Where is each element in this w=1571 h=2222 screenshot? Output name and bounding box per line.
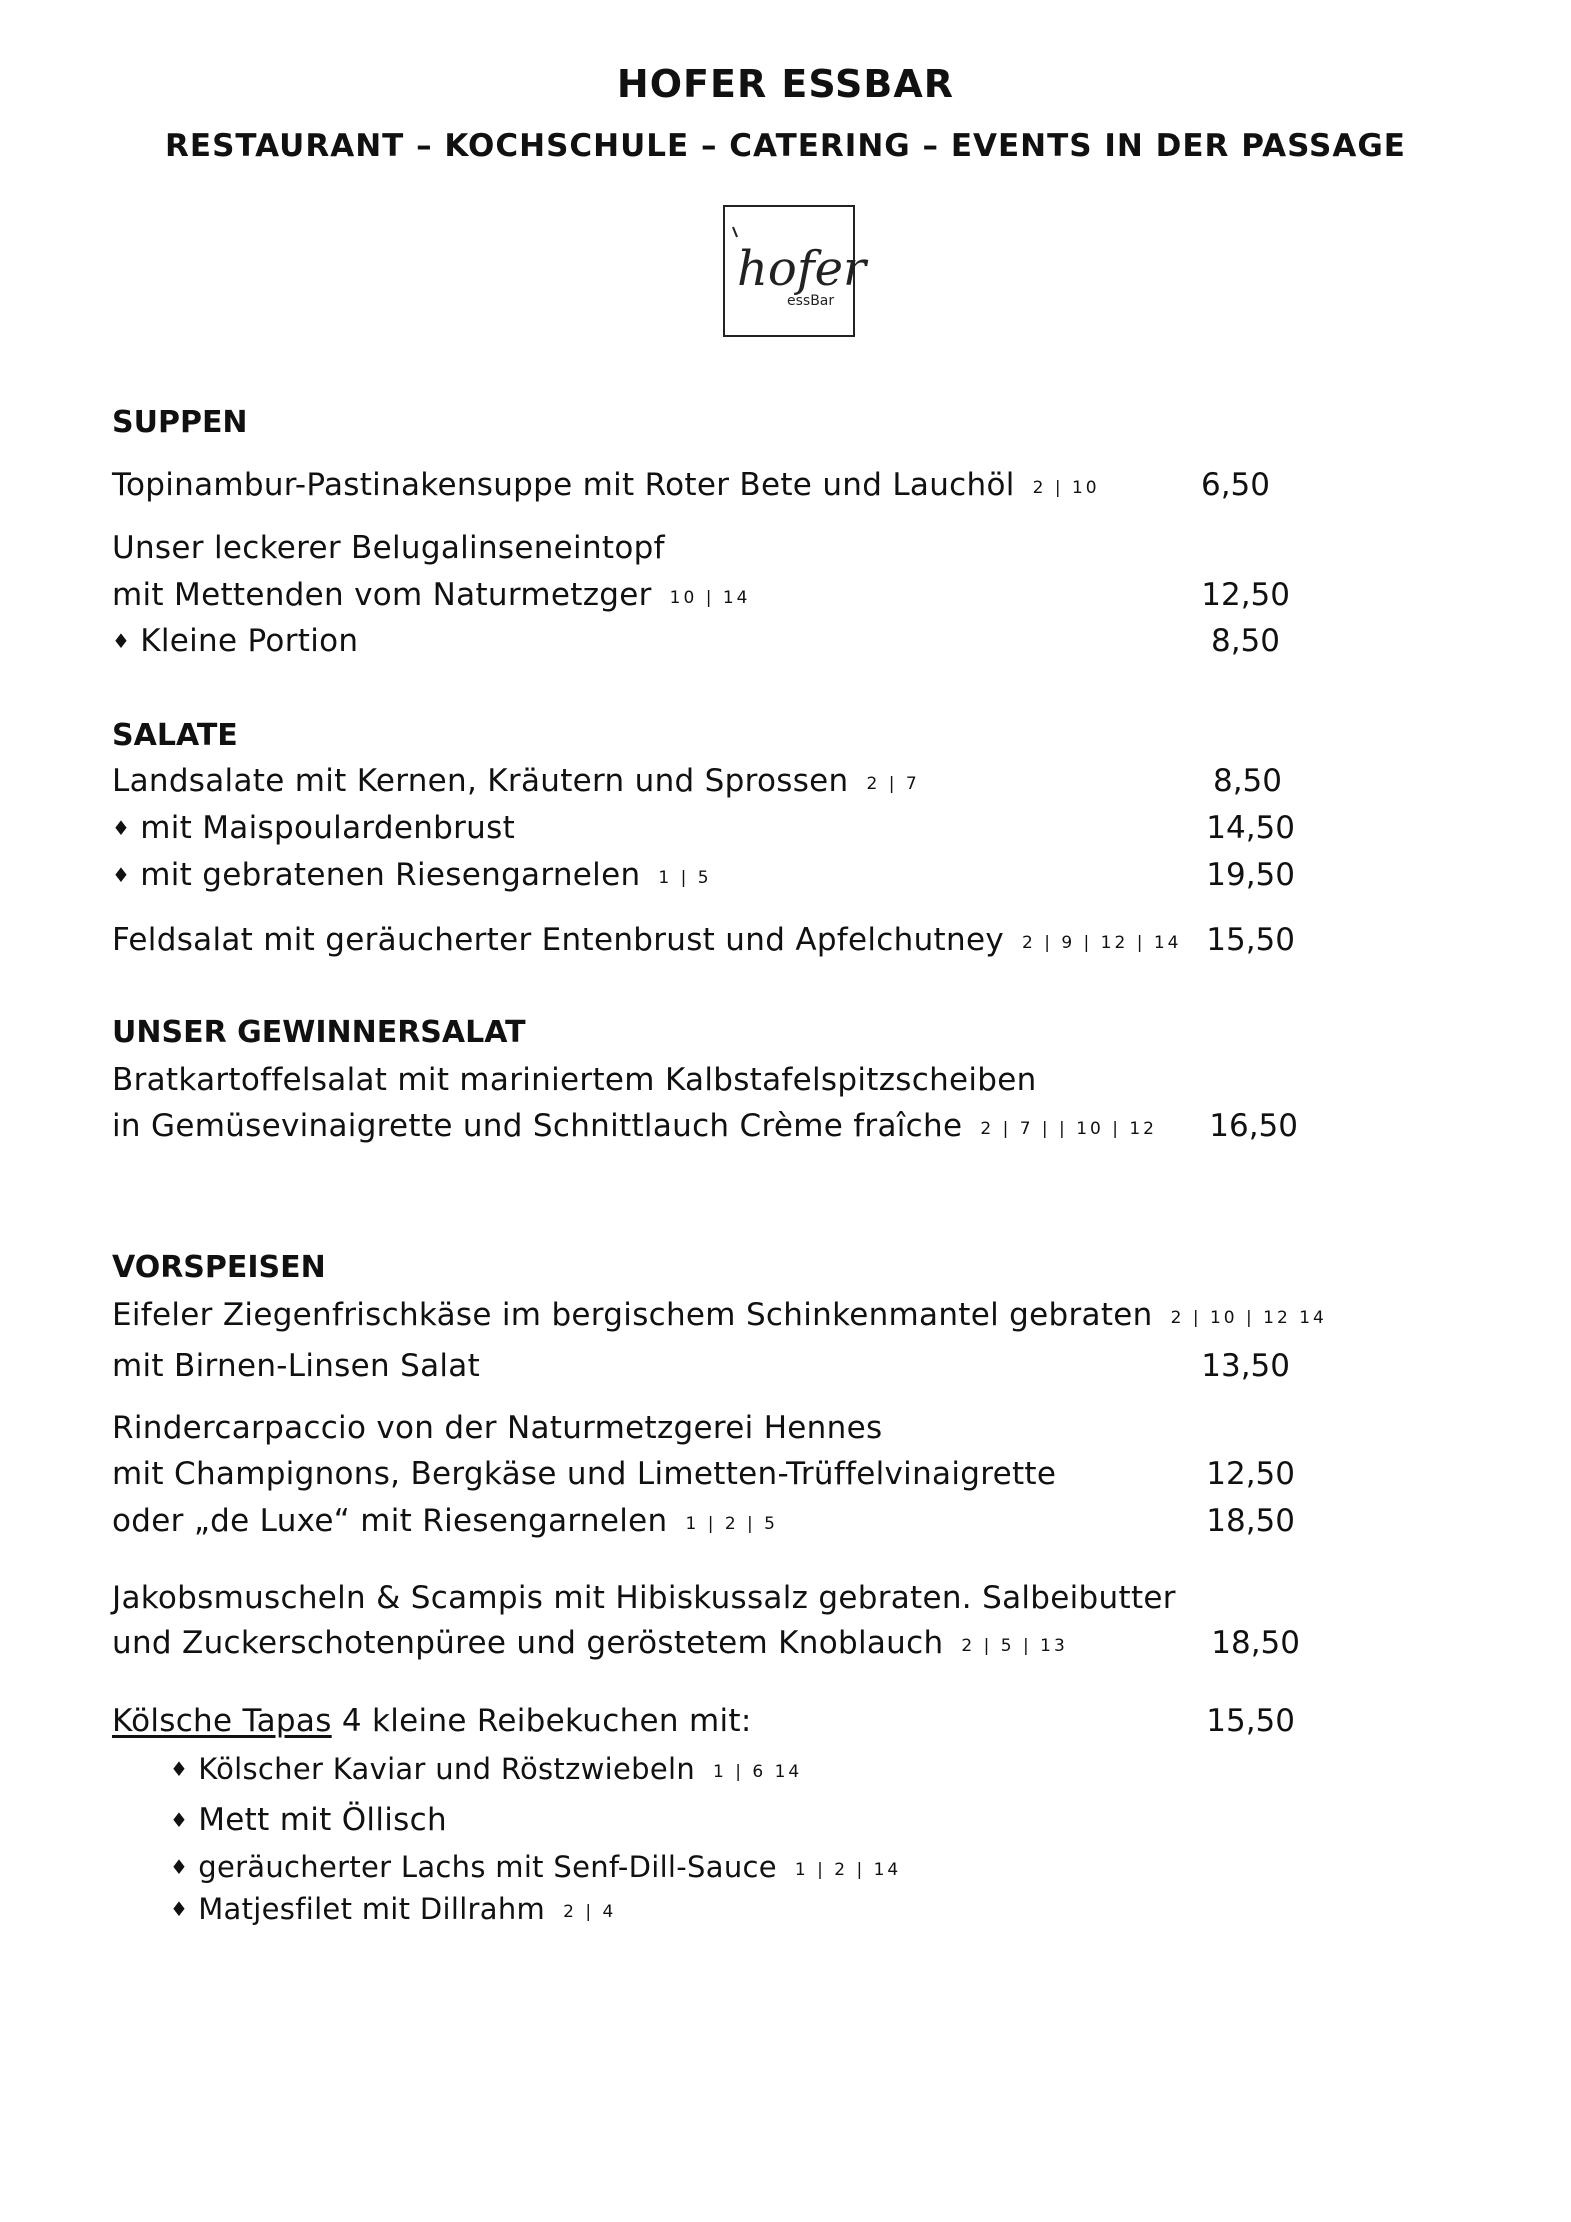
- item-price: 15,50: [1206, 1703, 1295, 1739]
- tapas-name: Kölsche Tapas: [112, 1703, 332, 1739]
- section-heading-gewinnersalat: UNSER GEWINNERSALAT: [112, 1015, 526, 1050]
- allergen-codes: 10 | 14: [669, 588, 751, 608]
- item-price: 14,50: [1206, 810, 1295, 846]
- diamond-bullet-icon: ♦: [170, 1897, 189, 1921]
- item-text: Kölscher Kaviar und Röstzwiebeln: [198, 1752, 696, 1786]
- section-heading-vorspeisen: VORSPEISEN: [112, 1250, 326, 1285]
- allergen-codes: 2 | 4: [563, 1902, 617, 1922]
- list-item: [170, 1892, 616, 1926]
- menu-item: [112, 577, 750, 613]
- item-text: Kleine Portion: [140, 623, 359, 659]
- menu-item: [112, 467, 1100, 503]
- menu-item: Jakobsmuscheln & Scampis mit Hibiskussalz gebraten. Salbeibutter: [112, 1580, 1176, 1616]
- allergen-codes: 1 | 5: [658, 868, 712, 888]
- menu-item: Bratkartoffelsalat mit mariniertem Kalbstafelspitzscheiben: [112, 1062, 1037, 1098]
- svg-text:hofer: hofer: [737, 241, 866, 297]
- item-price: 18,50: [1206, 1503, 1295, 1539]
- item-price: 16,50: [1209, 1108, 1298, 1144]
- list-item: [170, 1802, 447, 1838]
- item-text: Mett mit Öllisch: [198, 1802, 447, 1838]
- item-price: 8,50: [1212, 763, 1282, 799]
- item-text: mit gebratenen Riesengarnelen: [140, 857, 641, 893]
- logo-mark-icon: [725, 207, 866, 335]
- item-price: 6,50: [1200, 467, 1270, 503]
- allergen-codes: 2 | 10 | 12 14: [1170, 1308, 1327, 1328]
- hofer-logo: [723, 205, 866, 337]
- item-text: in Gemüsevinaigrette und Schnittlauch Crème fraîche: [112, 1108, 963, 1144]
- item-price: 12,50: [1206, 1456, 1295, 1492]
- item-text: und Zuckerschotenpüree und geröstetem Knoblauch: [112, 1625, 944, 1661]
- allergen-codes: 2 | 5 | 13: [961, 1636, 1068, 1656]
- allergen-codes: 1 | 2 | 14: [794, 1860, 902, 1880]
- item-text: Topinambur-Pastinakensuppe mit Roter Bete und Lauchöl: [112, 467, 1015, 503]
- item-price: 12,50: [1201, 577, 1290, 613]
- list-item: [170, 1752, 802, 1786]
- item-text: oder „de Luxe“ mit Riesengarnelen: [112, 1503, 668, 1539]
- menu-item: [112, 1108, 1157, 1144]
- allergen-codes: 2 | 7: [866, 774, 920, 794]
- item-text: Matjesfilet mit Dillrahm: [198, 1892, 546, 1926]
- section-heading-suppen: SUPPEN: [112, 405, 248, 440]
- item-text: mit Maispoulardenbrust: [140, 810, 516, 846]
- diamond-bullet-icon: ♦: [170, 1855, 189, 1879]
- diamond-bullet-icon: ♦: [112, 629, 131, 653]
- allergen-codes: 2 | 9 | 12 | 14: [1021, 933, 1182, 953]
- restaurant-subtitle: RESTAURANT – KOCHSCHULE – CATERING – EVENTS IN DER PASSAGE: [165, 128, 1406, 164]
- diamond-bullet-icon: ♦: [170, 1808, 189, 1832]
- svg-text:essBar: essBar: [787, 293, 835, 309]
- item-text: mit Mettenden vom Naturmetzger: [112, 577, 652, 613]
- allergen-codes: 1 | 2 | 5: [685, 1514, 779, 1534]
- menu-item: [112, 1297, 1327, 1333]
- allergen-codes: 2 | 7 | | 10 | 12: [980, 1119, 1157, 1139]
- menu-item: [112, 922, 1181, 958]
- diamond-bullet-icon: ♦: [170, 1757, 189, 1781]
- menu-item: Unser leckerer Belugalinseneintopf: [112, 530, 665, 566]
- menu-option: [112, 810, 515, 846]
- menu-item: [112, 1625, 1068, 1661]
- menu-item: mit Champignons, Bergkäse und Limetten-Trüffelvinaigrette: [112, 1456, 1057, 1492]
- list-item: [170, 1850, 901, 1884]
- item-text: 4 kleine Reibekuchen mit:: [341, 1703, 752, 1739]
- item-price: 13,50: [1201, 1348, 1290, 1384]
- item-text: Eifeler Ziegenfrischkäse im bergischem Schinkenmantel gebraten: [112, 1297, 1153, 1333]
- menu-item: mit Birnen-Linsen Salat: [112, 1348, 481, 1384]
- menu-item: [112, 1703, 752, 1739]
- diamond-bullet-icon: ♦: [112, 816, 131, 840]
- item-text: Feldsalat mit geräucherter Entenbrust und Apfelchutney: [112, 922, 1004, 958]
- diamond-bullet-icon: ♦: [112, 863, 131, 887]
- restaurant-title: HOFER ESSBAR: [616, 62, 955, 106]
- item-price: 8,50: [1210, 623, 1280, 659]
- menu-item: [112, 1503, 778, 1539]
- menu-option: [112, 857, 712, 893]
- allergen-codes: 2 | 10: [1032, 478, 1100, 498]
- menu-item: Rindercarpaccio von der Naturmetzgerei Hennes: [112, 1410, 883, 1446]
- item-price: 19,50: [1206, 857, 1295, 893]
- allergen-codes: 1 | 6 14: [713, 1762, 803, 1782]
- section-heading-salate: SALATE: [112, 718, 238, 753]
- item-text: geräucherter Lachs mit Senf-Dill-Sauce: [198, 1850, 777, 1884]
- menu-item: [112, 623, 358, 659]
- menu-item: [112, 763, 920, 799]
- item-price: 15,50: [1206, 922, 1295, 958]
- item-price: 18,50: [1211, 1625, 1300, 1661]
- item-text: Landsalate mit Kernen, Kräutern und Sprossen: [112, 763, 849, 799]
